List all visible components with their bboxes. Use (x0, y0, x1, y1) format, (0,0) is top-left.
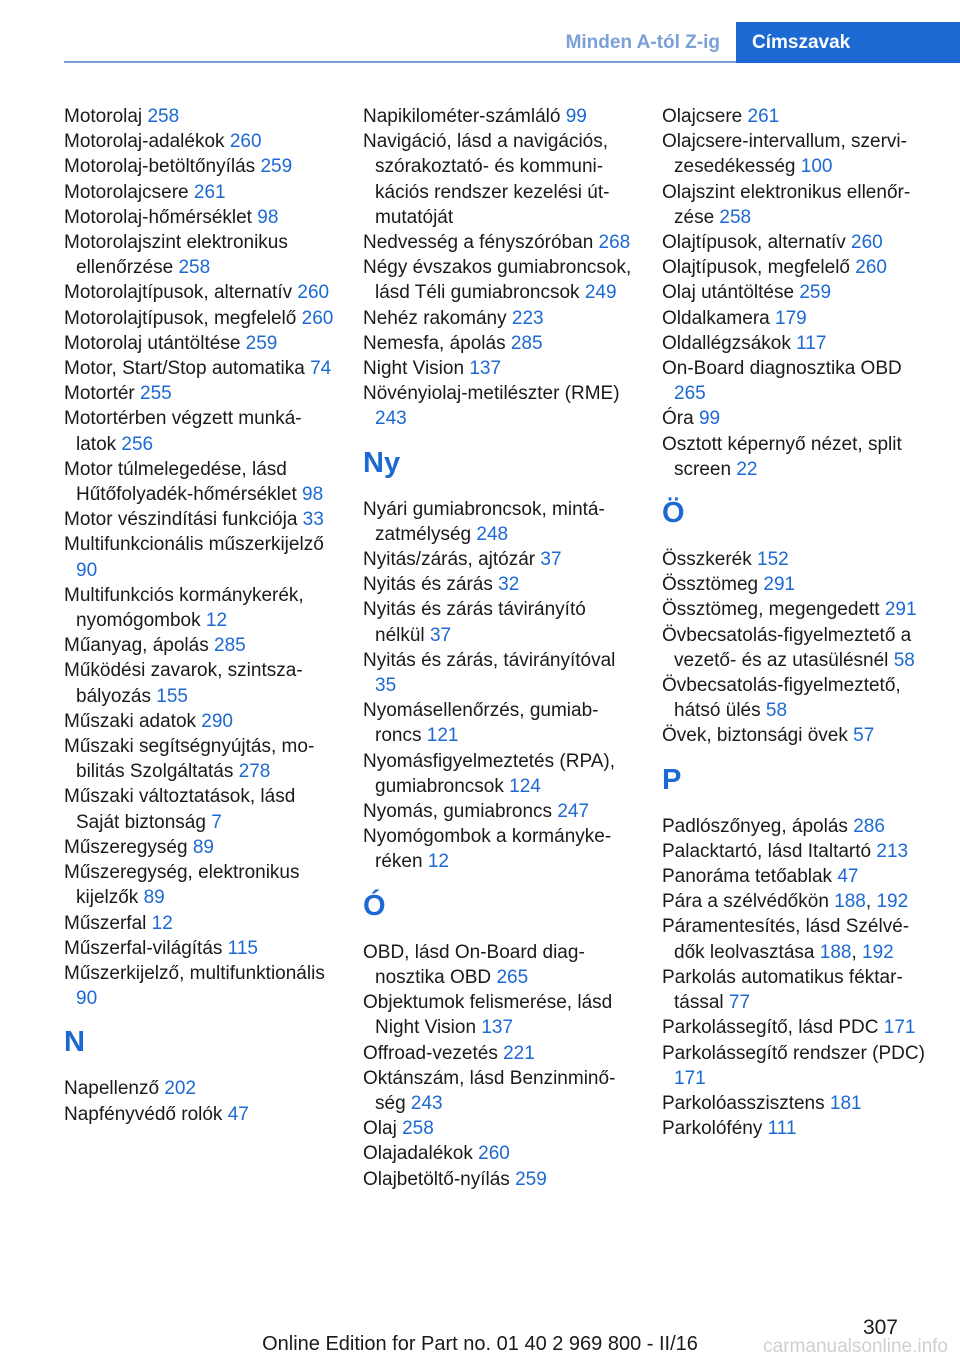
index-entry (64, 835, 334, 860)
index-entry: Páramentesítés, lásd Szélvédők leolvasztása 188, 192 (662, 916, 910, 963)
page-link[interactable]: 90 (76, 559, 98, 581)
index-term: Motorolajtípusok, megfelelő (64, 307, 297, 329)
index-entry (64, 306, 334, 331)
index-entry (363, 597, 633, 647)
index-term: Nedvesség a fényszóróban (363, 232, 594, 254)
index-entry (64, 381, 334, 406)
page-link[interactable]: 248 (476, 523, 509, 545)
index-term: Műszerfal (64, 912, 147, 934)
index-term: Nyomásfigyelmeztetés (RPA), gumiabroncsok (363, 750, 615, 797)
index-term: Motorolaj-hőmérséklet (64, 206, 252, 228)
index-term: Night Vision (363, 358, 465, 380)
page-link[interactable]: 259 (515, 1168, 547, 1190)
footer-edition: Online Edition for Part no. 01 40 2 969 800 - II/16 (262, 1333, 698, 1355)
page-link[interactable]: 137 (469, 358, 502, 380)
index-entry (363, 497, 633, 547)
page-link[interactable]: 98 (257, 206, 279, 228)
index-entry (363, 104, 633, 129)
index-entry (662, 306, 932, 331)
page-link[interactable]: 223 (511, 307, 544, 329)
index-entry (363, 648, 633, 698)
index-entry (662, 1015, 932, 1040)
page-link[interactable]: 57 (853, 725, 875, 747)
index-entry (662, 1116, 932, 1141)
index-term: Nyári gumiabroncsok, mintázatmélység (363, 498, 605, 545)
index-term: Osztott képernyő nézet, split screen (662, 433, 902, 480)
index-entry (64, 507, 334, 532)
page-link[interactable]: 115 (227, 937, 258, 959)
index-entry (64, 1076, 334, 1101)
index-entry (64, 583, 334, 633)
index-term: Olajadalékok (363, 1143, 473, 1165)
letter-heading: N (64, 1026, 85, 1059)
index-term: Páramentesítés, lásd Szélvédők leolvasztása (662, 916, 910, 963)
page-link[interactable]: 259 (260, 156, 293, 178)
index-term: Oldallégzsákok (662, 332, 791, 354)
index-entry (64, 104, 334, 129)
page-link[interactable]: 47 (227, 1103, 249, 1125)
index-term: Motor, Start/Stop automatika (64, 358, 305, 380)
index-term: Műszaki segítségnyújtás, mobilitás Szolgáltatás (64, 736, 315, 783)
index-entry (662, 572, 932, 597)
index-term: Napellenző (64, 1078, 160, 1100)
index-term: Motorolajszint elektronikus ellenőrzése (64, 232, 288, 279)
index-term: Motortérben végzett munkálatok (64, 408, 302, 455)
index-entry (662, 406, 932, 431)
index-term: Oktánszám, lásd Benzinminőség (363, 1067, 616, 1114)
page-link[interactable]: 121 (426, 725, 459, 747)
index-entry (662, 104, 932, 129)
index-term: Olajszint elektronikus ellenőrzése (662, 181, 911, 228)
page-link[interactable]: 12 (205, 610, 228, 632)
index-term: Óra (662, 408, 694, 430)
index-entry (64, 356, 334, 381)
page-link[interactable]: 260 (301, 307, 334, 329)
letter-heading: P (662, 763, 682, 796)
page-number: 307 (862, 1316, 898, 1339)
page-link[interactable]: 137 (481, 1017, 514, 1039)
page-link[interactable]: 181 (829, 1092, 862, 1114)
index-entry (363, 749, 633, 799)
page-link[interactable]: 179 (775, 307, 807, 329)
index-term: Motorolajcsere (64, 181, 189, 203)
index-entry (64, 280, 334, 305)
index-term: Övbecsatolás-figyelmeztető, hátsó ülés (662, 675, 901, 722)
index-entry (662, 839, 932, 864)
index-term: Négy évszakos gumiabroncsok, lásd Téli gumiabroncsok (363, 257, 632, 304)
page-link[interactable]: 243 (375, 408, 407, 430)
index-term: Parkolás automatikus féktartással (662, 966, 903, 1014)
index-term: Nehéz rakomány (363, 307, 507, 329)
page-link[interactable]: 74 (310, 358, 332, 380)
index-term: Nemesfa, ápolás (363, 332, 506, 354)
page-link[interactable]: 258 (147, 106, 180, 127)
index-term: Motor túlmelegedése, lásd Hűtőfolyadék-hőmérséklet (64, 458, 297, 506)
page-link[interactable]: 202 (164, 1078, 197, 1100)
page-link[interactable]: 260 (297, 282, 330, 304)
letter-heading: Ö (662, 497, 685, 530)
page-link[interactable]: 256 (121, 433, 154, 455)
page-link[interactable]: 243 (410, 1092, 443, 1114)
index-entry (662, 864, 932, 889)
index-entry (363, 381, 633, 431)
page-link[interactable]: 99 (565, 106, 587, 127)
index-term: Motorolaj utántöltése (64, 332, 241, 354)
page-link[interactable]: 90 (76, 988, 98, 1010)
page-link[interactable]: 89 (143, 887, 165, 909)
index-term: Navigáció, lásd a navigációs, szórakoztató- és kommunikációs rendszer kezelési útmutatóját (363, 131, 610, 228)
page-link[interactable]: 188 (819, 941, 852, 963)
index-entry (363, 1066, 633, 1116)
index-term: Összkerék (662, 549, 752, 571)
index-entry (662, 723, 932, 748)
index-term: Parkolássegítő, lásd PDC (662, 1017, 879, 1039)
index-term: Olaj utántöltése (662, 282, 795, 304)
page-link[interactable]: 260 (855, 257, 887, 279)
index-term: Össztömeg, megengedett (662, 599, 880, 621)
index-entry (662, 129, 932, 179)
index-term: Műszaki változtatások, lásd Saját biztonság (64, 786, 296, 833)
page-link[interactable]: 192 (876, 891, 909, 913)
page-link[interactable]: 291 (884, 599, 917, 621)
index-entry (363, 230, 633, 255)
index-term: Nyitás és zárás (363, 574, 493, 596)
page-link[interactable]: 261 (193, 181, 226, 203)
page-link[interactable]: 188 (834, 891, 866, 913)
index-term: OBD, lásd On-Board diagnosztika OBD (363, 941, 585, 988)
page-link[interactable]: 22 (736, 458, 758, 480)
index-entry (363, 356, 633, 381)
index-entry (64, 961, 334, 1011)
index-term: Parkolófény (662, 1118, 763, 1140)
index-entry (363, 255, 633, 305)
page-link[interactable]: 58 (765, 700, 788, 722)
index-term: Olajcsere-intervallum, szervizesedékesség (662, 131, 907, 178)
page-link[interactable]: 47 (837, 866, 859, 888)
index-term: Objektumok felismerése, lásd Night Vision (363, 992, 613, 1039)
index-term: Olajtípusok, megfelelő (662, 257, 850, 279)
index-entry (64, 860, 334, 910)
index-entry (64, 230, 334, 280)
index-entry (662, 965, 932, 1015)
index-term: Nyomás, gumiabroncs (363, 801, 553, 823)
page-link[interactable]: 32 (498, 574, 520, 596)
index-term: Motorolaj-adalékok (64, 131, 225, 153)
index-term: Övbecsatolás-figyelmeztető a vezető- és az utasülésnél (662, 624, 912, 671)
page-link[interactable]: 260 (851, 232, 883, 254)
index-entry (363, 331, 633, 356)
index-entry (64, 784, 334, 834)
index-term: Offroad-vezetés (363, 1042, 498, 1064)
page-link[interactable]: 58 (893, 649, 915, 671)
index-entry (363, 1167, 633, 1192)
index-term: Össztömeg (662, 574, 759, 596)
page-link[interactable]: 259 (245, 332, 278, 354)
page-link[interactable]: 268 (598, 232, 631, 254)
page-link[interactable]: 286 (853, 815, 885, 837)
page-link[interactable]: 77 (728, 992, 751, 1014)
page-link[interactable]: 265 (496, 966, 529, 988)
index-term: On-Board diagnosztika OBD (662, 358, 902, 380)
index-term: Padlószőnyeg, ápolás (662, 815, 848, 837)
page-link[interactable]: 221 (503, 1042, 535, 1064)
index-term: Műszerkijelző, multifunktionális (64, 962, 325, 984)
index-entry (662, 180, 932, 230)
index-term: Napikilométer-számláló (363, 106, 561, 127)
index-entry (363, 824, 633, 874)
index-entry (662, 1041, 932, 1091)
index-term: Műszeregység (64, 836, 188, 858)
index-entry (363, 940, 633, 990)
index-entry (662, 1091, 932, 1116)
page-link[interactable]: 247 (557, 801, 590, 823)
index-entry (64, 457, 334, 507)
index-term: Multifunkcionális műszerkijelző (64, 534, 324, 556)
page-link[interactable]: 100 (800, 156, 833, 178)
index-entry (363, 1141, 633, 1166)
page-link[interactable]: 260 (229, 131, 262, 153)
letter-heading: Ny (363, 446, 401, 479)
index-entry (363, 547, 633, 572)
page-link[interactable]: 12 (151, 912, 173, 934)
index-term: Motorolaj-betöltőnyílás (64, 156, 256, 178)
index-entry (64, 633, 334, 658)
index-entry (662, 597, 932, 622)
index-entry (662, 623, 932, 673)
page-link[interactable]: 258 (402, 1118, 434, 1140)
page-header (0, 22, 960, 62)
index-term: Motorolajtípusok, alternatív (64, 282, 293, 304)
index-entry (662, 230, 932, 255)
index-term: Műszerfal-világítás (64, 937, 223, 959)
index-entry (363, 1041, 633, 1066)
index-term: Olajcsere (662, 106, 743, 127)
index-entry (363, 306, 633, 331)
index-term: Műszeregység, elektronikus kijelzők (64, 862, 300, 909)
index-entry (64, 1102, 334, 1127)
index-term: Oldalkamera (662, 307, 770, 329)
index-entry (64, 936, 334, 961)
index-entry (64, 658, 334, 708)
index-term: Nyomógombok a kormánykeréken (363, 826, 612, 873)
index-entry (363, 129, 633, 230)
page-link[interactable]: 291 (763, 574, 796, 596)
page-link[interactable]: 258 (719, 206, 752, 228)
index-entry (64, 129, 334, 154)
page-link[interactable]: 255 (140, 383, 172, 405)
index-term: Működési zavarok, szintszabályozás (64, 660, 303, 707)
page-link[interactable]: 192 (862, 941, 894, 963)
index-term: Parkolássegítő rendszer (PDC) (662, 1042, 925, 1064)
index-term: Multifunkciós kormánykerék, nyomógombok (64, 584, 304, 632)
index-entry (64, 709, 334, 734)
page-link[interactable]: 285 (214, 635, 246, 657)
index-term: Nyitás és zárás távirányító nélkül (363, 599, 586, 646)
page-link[interactable]: 35 (375, 675, 397, 697)
index-entry (363, 1116, 633, 1141)
index-entry (64, 532, 334, 582)
index-term: Olaj (363, 1118, 397, 1140)
page-link[interactable]: 89 (192, 836, 214, 858)
index-term: Panoráma tetőablak (662, 866, 833, 888)
index-term: Nyitás/zárás, ajtózár (363, 549, 536, 571)
index-entry (64, 734, 334, 784)
letter-heading: Ó (363, 889, 386, 922)
index-entry (662, 673, 932, 723)
index-term: Pára a szélvédőkön (662, 891, 829, 913)
index-entry (363, 990, 633, 1040)
index-term: Olajbetöltő-nyílás (363, 1168, 510, 1190)
index-entry (64, 180, 334, 205)
page-link[interactable]: 152 (757, 549, 789, 571)
index-entry (662, 814, 932, 839)
header-section-title: Minden A-tól Z-ig (565, 32, 720, 53)
index-entry (363, 572, 633, 597)
index-column-2 (363, 104, 633, 1192)
index-term: Motor vészindítási funkciója (64, 509, 298, 531)
index-entry (662, 255, 932, 280)
page-link[interactable]: 111 (767, 1118, 797, 1140)
index-entry (363, 799, 633, 824)
index-entry (64, 331, 334, 356)
page-link[interactable]: 99 (698, 408, 721, 430)
page-link[interactable]: 98 (302, 484, 324, 506)
index-term: Nyitás és zárás, távirányítóval (363, 649, 616, 671)
page-link[interactable]: 155 (156, 685, 188, 707)
page-link[interactable]: 259 (799, 282, 832, 304)
index-entry (662, 547, 932, 572)
index-entry: Pára a szélvédőkön 188, 192 (662, 891, 909, 913)
page-link[interactable]: 258 (178, 257, 211, 279)
index-column-3 (662, 104, 932, 1141)
index-entry (64, 911, 334, 936)
page-link[interactable]: 260 (478, 1143, 510, 1165)
index-term: Olajtípusok, alternatív (662, 232, 846, 254)
index-entry (363, 698, 633, 748)
index-term: Növényiolaj-metilészter (RME) (363, 383, 620, 405)
header-tab: Címszavak (736, 22, 960, 63)
page-link[interactable]: 37 (429, 624, 452, 646)
index-term: Palacktartó, lásd Italtartó (662, 840, 872, 862)
page-link[interactable]: 37 (540, 549, 562, 571)
index-entry (64, 406, 334, 456)
index-term: Műanyag, ápolás (64, 635, 209, 657)
index-column-1 (64, 104, 334, 1127)
page-link[interactable]: 285 (510, 332, 543, 354)
index-term: Övek, biztonsági övek (662, 725, 848, 747)
page-link[interactable]: 290 (201, 710, 233, 732)
page-link[interactable]: 213 (876, 840, 909, 862)
index-entry (662, 356, 932, 406)
index-entry (662, 280, 932, 305)
index-entry (64, 154, 334, 179)
page-link[interactable]: 265 (674, 383, 706, 405)
page-link[interactable]: 278 (238, 761, 271, 783)
page-link[interactable]: 33 (302, 509, 324, 531)
watermark: carmanualsonline.info (763, 1336, 948, 1357)
index-entry (64, 205, 334, 230)
page-link[interactable]: 117 (796, 332, 827, 354)
index-entry (662, 432, 932, 482)
page-link[interactable]: 7 (211, 811, 222, 833)
page-link[interactable]: 124 (509, 775, 541, 797)
index-term: Napfényvédő rolók (64, 1103, 223, 1125)
page-link[interactable]: 12 (427, 851, 449, 873)
page-link[interactable]: 171 (883, 1017, 916, 1039)
index-term: Motortér (64, 383, 135, 405)
page-link[interactable]: 171 (674, 1067, 706, 1089)
index-term: Nyomásellenőrzés, gumiabroncs (363, 700, 599, 747)
index-term: Műszaki adatok (64, 710, 197, 732)
index-term: Motorolaj (64, 106, 143, 127)
page-link[interactable]: 261 (747, 106, 780, 127)
index-entry (662, 331, 932, 356)
page-link[interactable]: 249 (584, 282, 617, 304)
index-term: Parkolóasszisztens (662, 1092, 825, 1114)
